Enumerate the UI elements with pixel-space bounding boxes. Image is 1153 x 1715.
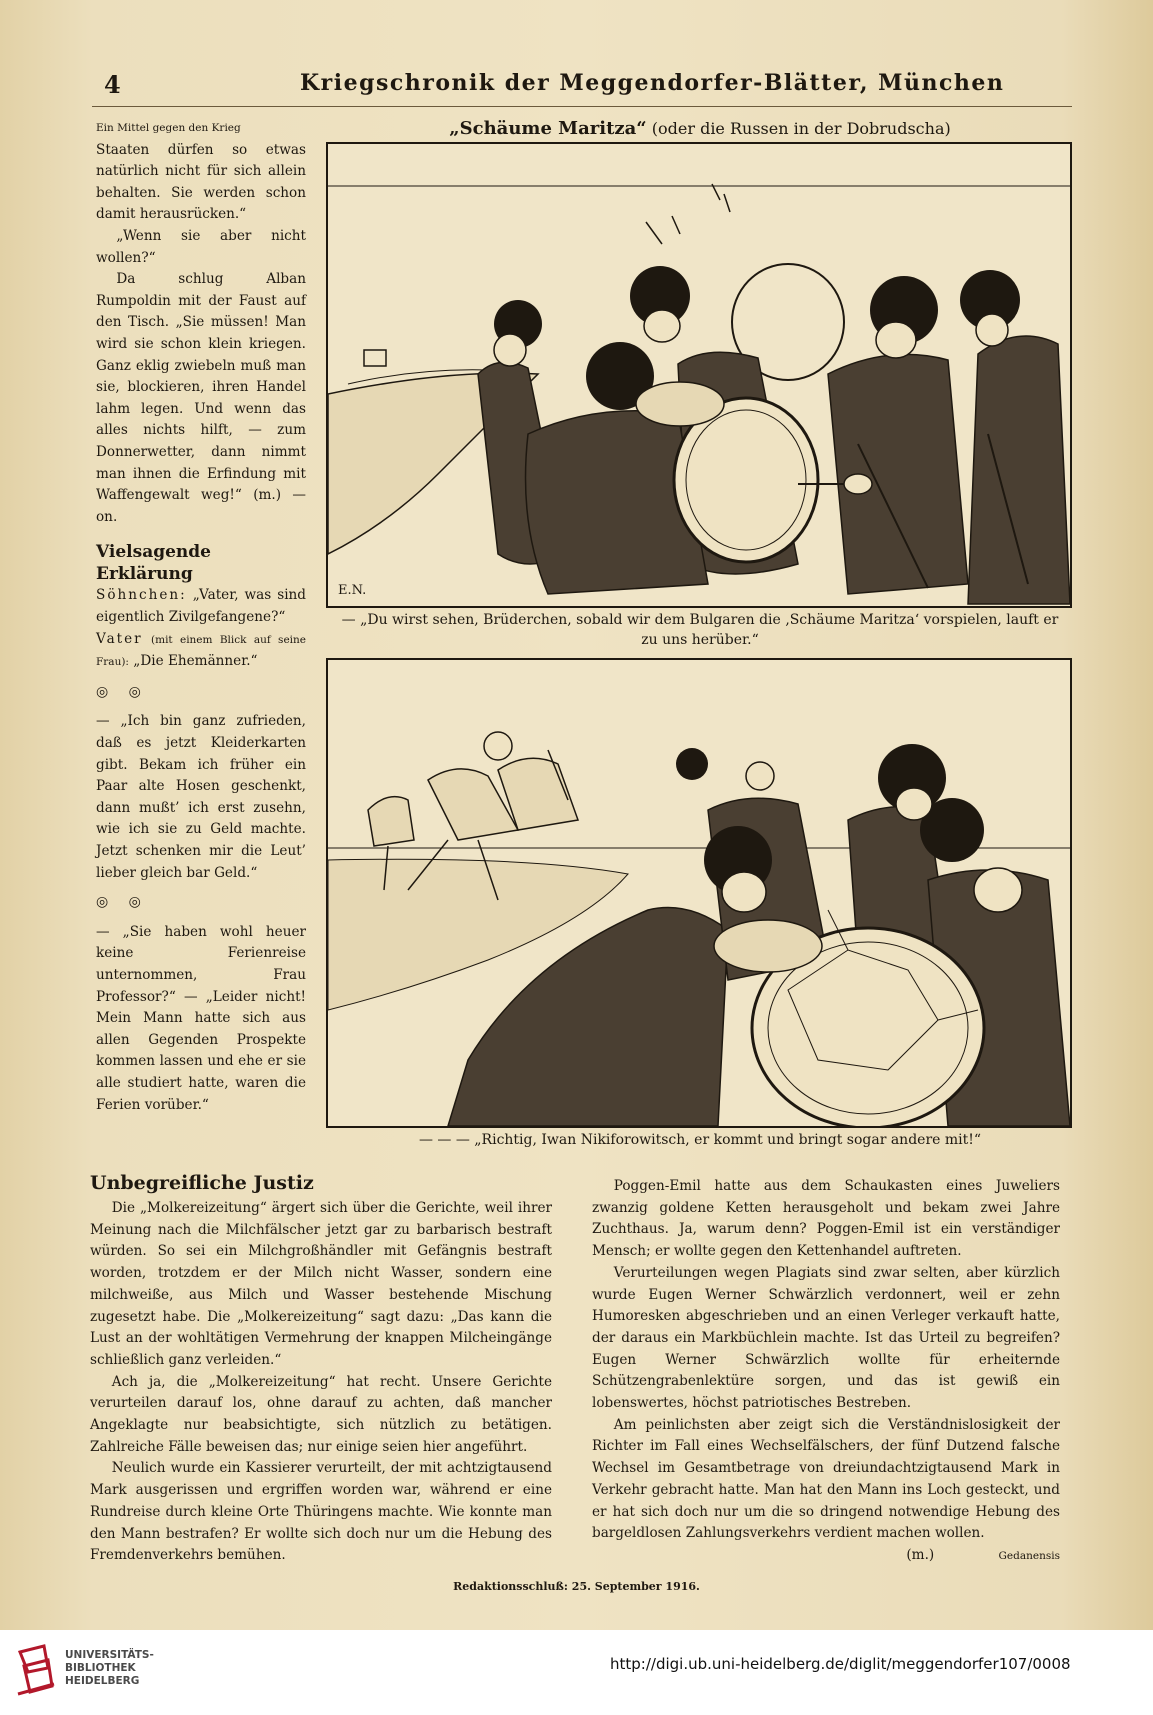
cartoon-panel-1-drawing [328,144,1070,606]
source-url-link[interactable]: http://digi.ub.uni-heidelberg.de/diglit/meggendorfer107/0008 [610,1655,1071,1673]
joke-paragraph: — „Sie haben wohl heuer keine Ferienreise unternommen, Frau Professor?“ — „Leider nicht! Mein Mann hatte sich aus allen Gegenden Prospekte kommen lassen und ehe er sie alle studiert hatte, waren die Ferien vorüber.“ [96,923,306,1113]
header-rule [92,106,1072,107]
article-paragraph: Ach ja, die „Molkereizeitung“ hat recht. Unsere Gerichte verurteilen darauf los, ohne darauf zu achten, daß mancher Angeklagte nur beabsichtigte, sich nützlich zu betätigen. Zahlreiche Fälle beweisen das; nur einige seien hier angeführt. [90,1373,552,1455]
dialogue-line [96,585,306,628]
dialogue-text: „Vater, was sind eigentlich Zivilgefangene?“ [96,587,306,626]
joke-paragraph: — „Ich bin ganz zufrieden, daß es jetzt Kleiderkarten gibt. Bekam ich früher ein Paar alte Hosen geschenkt, dann mußt’ ich erst zusehn, wie ich sie zu Geld machte. Jetzt schenken mir die Leut’ lieber gleich bar Geld.“ [96,713,306,881]
cartoon-panel-1 [326,142,1072,608]
artist-signature: E.N. [338,583,367,598]
story-paragraph: Da schlug Alban Rumpoldin mit der Faust auf den Tisch. „Sie müssen! Man wird sie schon klein kriegen. Ganz eklig zwiebeln muß man sie, blockieren, ihren Handel lahm legen. Und wenn das alles nichts hilft, — zum Donnerwetter, dann nimmt man ihnen die Erfindung mit Waffengewalt weg!“ (m.) —on. [96,271,306,525]
story-paragraph: „Wenn sie aber nicht wollen?“ [96,227,306,266]
cartoon-title [330,118,1070,139]
stage-direction: (mit einem Blick auf seine Frau): [96,633,306,669]
signoff-mark: (m.) [906,1546,935,1563]
cartoon-title-sub: (oder die Russen in der Dobrudscha) [651,119,951,138]
speaker-label: Vater [96,630,143,647]
article-paragraph: Poggen-Emil hatte aus dem Schaukasten eines Juweliers zwanzig goldene Ketten herausgeholt und bekam zwei Jahre Zuchthaus. Ja, warum denn? Poggen-Emil ist ein verständiger Mensch; er wollte gegen den Kettenhandel auftreten. [592,1178,1060,1260]
article-paragraph: Am peinlichsten aber zeigt sich die Verständnislosigkeit der Richter im Fall eines Wechselfälschers, der fünf Dutzend falsche Wechsel im Gesamtbetrage von dreiundachtzigtausend Mark in Verkehr gebracht hatte. Man hat den Mann ins Loch gesteckt, und er hat sich doch nur um die so dringend notwendige Hebung des bargeldlosen Zahlungsverkehrs verdient machen wollen. [592,1416,1060,1542]
page-number: 4 [104,70,121,99]
speaker-label: Söhnchen: [96,587,187,604]
library-line: HEIDELBERG [65,1675,140,1687]
library-line: BIBLIOTHEK [65,1662,136,1674]
editorial-close: Redaktionsschluß: 25. September 1916. [453,1580,700,1593]
dialogue-text: „Die Ehemänner.“ [133,653,258,670]
article-paragraph: Verurteilungen wegen Plagiats sind zwar selten, aber kürzlich wurde Eugen Werner Schwärzlich verdonnert, weil er zehn Humoresken abgeschrieben und an einen Verleger verkauft hatte, der daraus ein Markbüchlein machte. Ist das Urteil zu begreifen? Eugen Werner Schwärzlich wollte für erheiternde Schützengrabenlektüre sorgen, und das ist gewiß ein lobenswertes, höchst patriotisches Bestreben. [592,1264,1060,1412]
left-column [96,118,306,1116]
ornament-divider: ◎ ◎ [96,683,149,700]
section-title: Vielsagende Erklärung [96,542,211,584]
article-paragraph: Die „Molkereizeitung“ ärgert sich über die Gerichte, weil ihrer Meinung nach die Milchfälscher jetzt gar zu barbarisch bestraft würden. So sei ein Milchgroßhändler mit Gefängnis bestraft worden, trotzdem er der Milch nicht Wasser, sondern eine milchweiße, aus Milch und Wasser bestehende Mischung zugesetzt habe. Die „Molkereizeitung“ sagt dazu: „Das kann die Lust an der wohltätigen Vermehrung der knappen Milcheingänge schließlich ganz verleiden.“ [90,1200,552,1368]
author-name: Gedanensis [998,1549,1060,1562]
dialogue-line [96,629,306,674]
cartoon-panel-2 [326,658,1072,1128]
cartoon-panel-2-drawing [328,660,1070,1126]
ornament-divider: ◎ ◎ [96,894,149,911]
kicker: Ein Mittel gegen den Krieg [96,122,241,134]
library-line: UNIVERSITÄTS- [65,1649,154,1661]
cartoon-title-main: „Schäume Maritza“ [449,118,647,139]
cartoon-caption-1: — „Du wirst sehen, Brüderchen, sobald wir dem Bulgaren die ‚Schäume Maritza‘ vorspielen, lauft er zu uns herüber.“ [341,612,1059,648]
article-paragraph: Neulich wurde ein Kassierer verurteilt, der mit achtzigtausend Mark ausgerissen und ergriffen worden war, während er eine Rundreise durch kleine Orte Thüringens machte. Wie konnte man den Mann bestrafen? Er wollte sich doch nur um die Hebung des Fremdenverkehrs bemühen. [90,1460,552,1564]
story-paragraph: Staaten dürfen so etwas natürlich nicht für sich allein behalten. Sie werden schon damit herausrücken.“ [96,141,306,223]
library-name [65,1649,154,1688]
cartoon-caption-2: — — — „Richtig, Iwan Nikiforowitsch, er kommt und bringt sogar andere mit!“ [418,1132,982,1148]
library-logo-icon [14,1642,58,1698]
article-title: Unbegreifliche Justiz [90,1172,314,1194]
running-title: Kriegschronik der Meggendorfer-Blätter, München [300,70,1005,96]
article-column-right [592,1176,1060,1568]
article-signoff [592,1545,1060,1568]
article-column-left [90,1198,552,1567]
